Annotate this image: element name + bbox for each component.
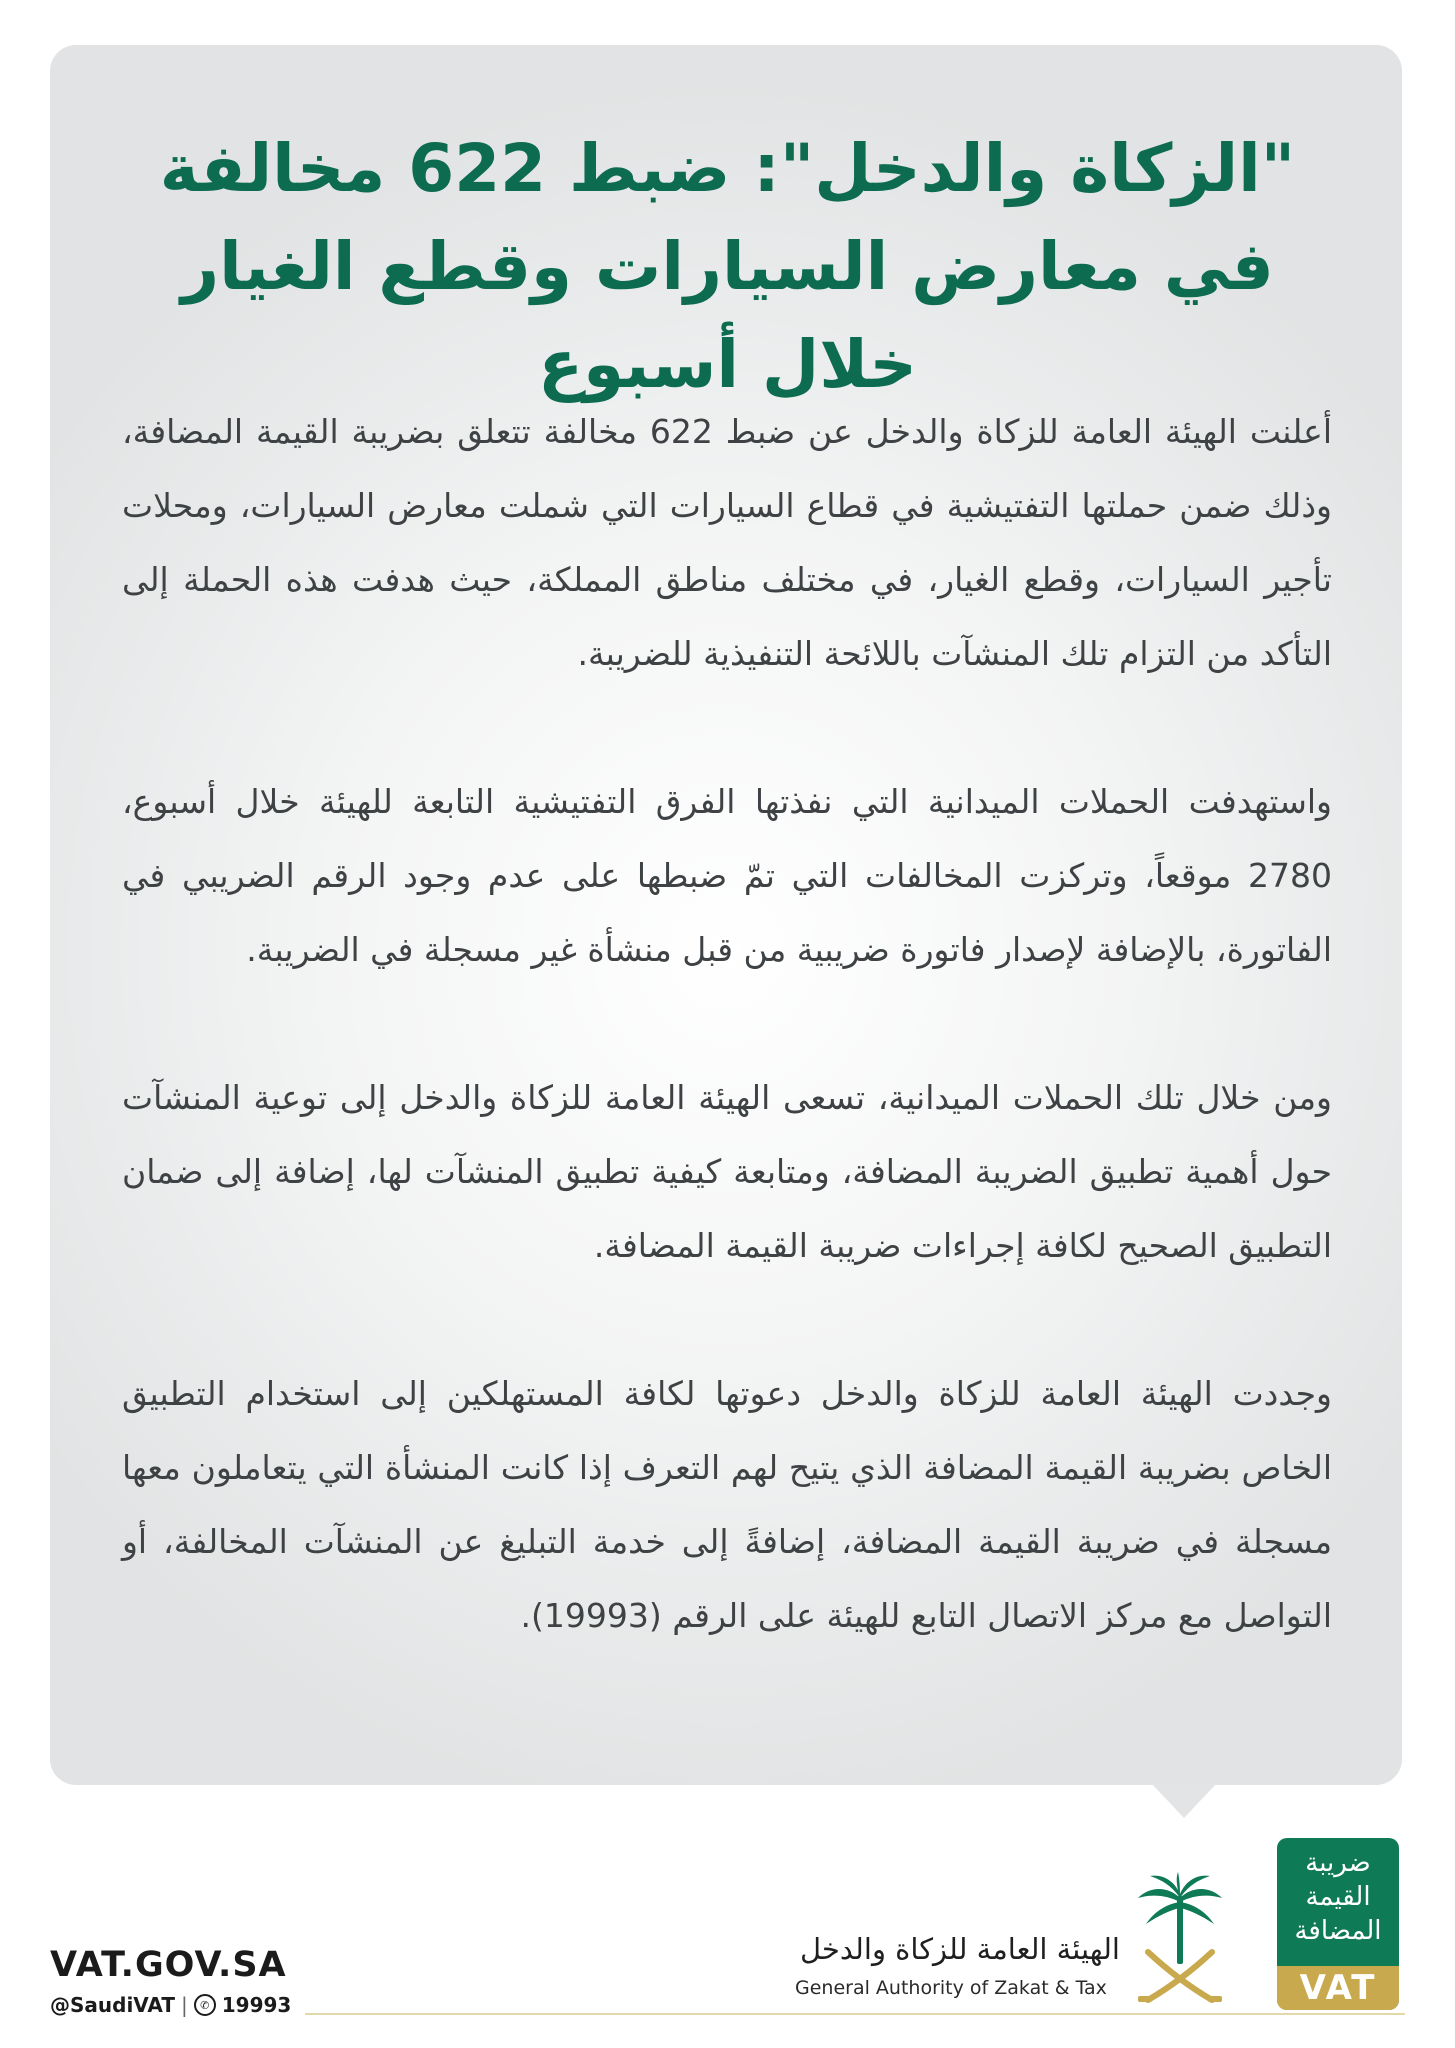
authority-name-english: General Authority of Zakat & Tax [795, 1977, 1107, 1999]
card-pointer [1152, 1784, 1216, 1818]
paragraph-2: واستهدفت الحملات الميدانية التي نفذتها الفرق التفتيشية التابعة للهيئة خلال أسبوع، 2780 موقعاً، وتركزت المخالفات التي تمّ ضبطها على عدم وجود الرقم الضريبي في الفاتورة، بالإضافة لإصدار فاتورة ضريبية من قبل منشأة غير مسجلة في الضريبة. [122, 782, 1332, 969]
palm-swords-emblem-icon [1128, 1868, 1232, 2018]
phone-number[interactable]: 19993 [221, 1993, 292, 2017]
headline: "الزكاة والدخل": ضبط 622 مخالفة في معارض السيارات وقطع الغيار خلال أسبوع [159, 130, 1296, 403]
vat-logo-english: VAT [1277, 1966, 1399, 2010]
paragraph-4: وجددت الهيئة العامة للزكاة والدخل دعوتها لكافة المستهلكين إلى استخدام التطبيق الخاص بضريبة القيمة المضافة الذي يتيح لهم التعرف إذا كانت المنشأة التي يتعاملون معها مسجلة في ضريبة القيمة المضافة، إضافةً إلى خدمة التبليغ عن المنشآت المخالفة، أو التواصل مع مركز الاتصال التابع للهيئة على الرقم (19993). [122, 1374, 1332, 1635]
paragraph-1: أعلنت الهيئة العامة للزكاة والدخل عن ضبط 622 مخالفة تتعلق بضريبة القيمة المضافة، وذلك ضمن حملتها التفتيشية في قطاع السيارات التي شملت معارض السيارات، ومحلات تأجير السيارات، وقطع الغيار، في مختلف مناطق المملكة، حيث هدفت هذه الحملة إلى التأكد من التزام تلك المنشآت باللائحة التنفيذية للضريبة. [122, 412, 1332, 673]
vat-logo [1277, 1838, 1399, 2010]
twitter-handle[interactable]: @SaudiVAT [50, 1993, 175, 2017]
authority-name-arabic: الهيئة العامة للزكاة والدخل [799, 1932, 1120, 1966]
website-link[interactable]: VAT.GOV.SA [50, 1945, 287, 1985]
phone-icon: ✆ [194, 1994, 216, 2016]
vat-logo-arabic: ضريبة القيمة المضافة [1294, 1848, 1382, 1946]
contact-separator: | [181, 1993, 188, 2017]
contact-info [50, 1993, 291, 2017]
paragraph-3: ومن خلال تلك الحملات الميدانية، تسعى الهيئة العامة للزكاة والدخل إلى توعية المنشآت حول أهمية تطبيق الضريبة المضافة، ومتابعة كيفية تطبيق المنشآت لها، إضافة إلى ضمان التطبيق الصحيح لكافة إجراءات ضريبة القيمة المضافة. [122, 1078, 1332, 1265]
article-body [122, 395, 1332, 1653]
footer-divider [305, 2013, 1405, 2015]
